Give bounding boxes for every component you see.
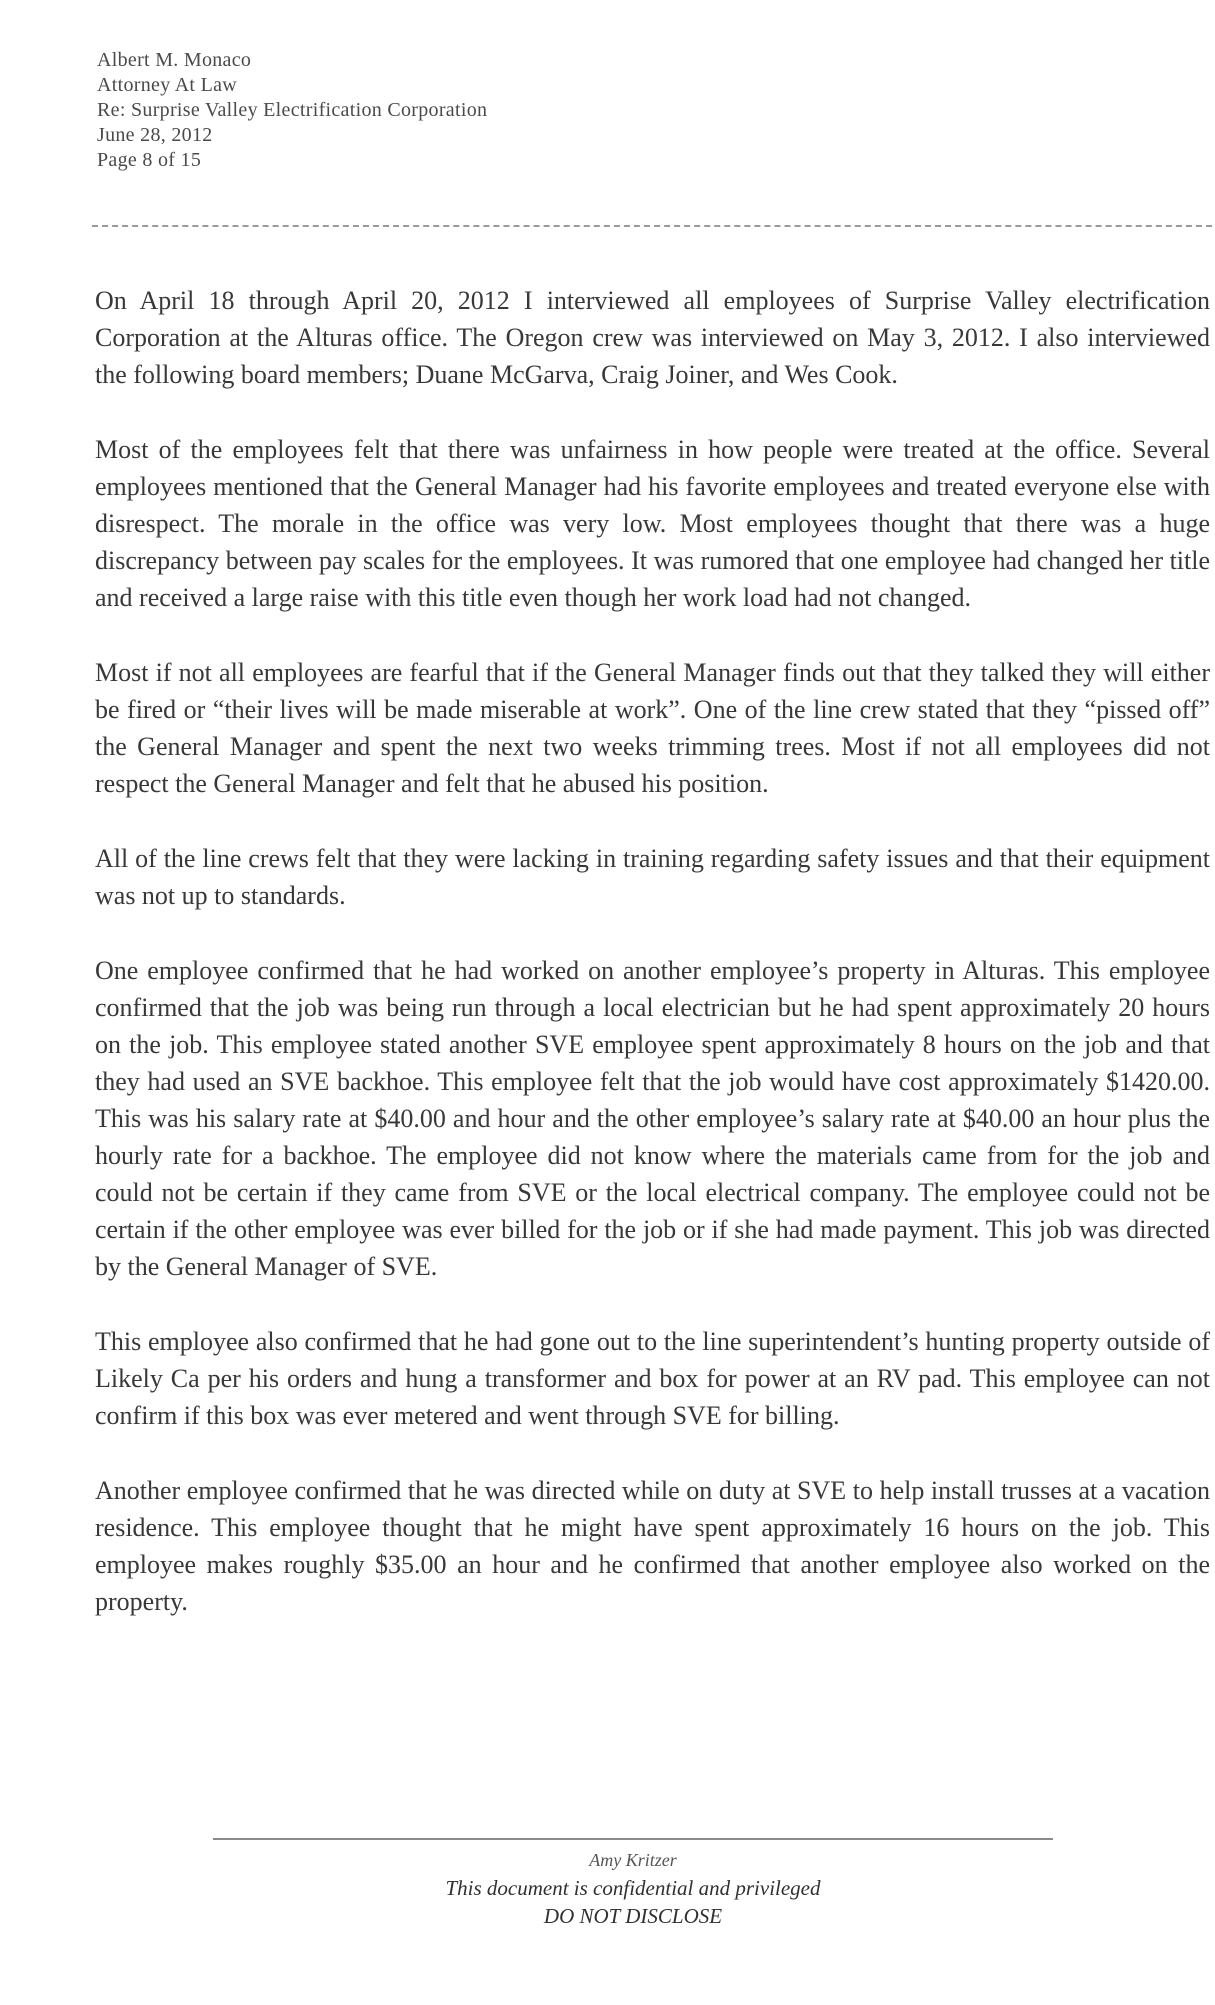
- footer-divider: [213, 1838, 1053, 1840]
- letterhead-subject: Re: Surprise Valley Electrification Corporation: [97, 99, 488, 121]
- footer-do-not-disclose: DO NOT DISCLOSE: [543, 1904, 723, 1928]
- letterhead: [97, 48, 487, 173]
- footer-confidential-notice: This document is confidential and privileged: [445, 1876, 821, 1900]
- paragraph-interviews: On April 18 through April 20, 2012 I interviewed all employees of Surprise Valley electrification Corporation at the Alturas office. The Oregon crew was interviewed on May 3, 2012. I also interviewed the following board members; Duane McGarva, Craig Joiner, and Wes Cook.: [95, 286, 1210, 389]
- paragraph-hunting-property: This employee also confirmed that he had gone out to the line superintendent’s hunting property outside of Likely Ca per his orders and hung a transformer and box for power at an RV pad. This employee can not confirm if this box was ever metered and went through SVE for billing.: [95, 1327, 1210, 1430]
- footer: [213, 1846, 1053, 1930]
- paragraph-trusses: Another employee confirmed that he was directed while on duty at SVE to help install trusses at a vacation residence. This employee thought that he might have spent approximately 16 hours on the job. This employee makes roughly $35.00 an hour and he confirmed that another employee also worked on the property.: [95, 1476, 1210, 1616]
- paragraph-unfairness: Most of the employees felt that there was unfairness in how people were treated at the office. Several employees mentioned that the General Manager had his favorite employees and treated everyone else with disrespect. The morale in the office was very low. Most employees thought that there was a huge discrepancy between pay scales for the employees. It was rumored that one employee had changed her title and received a large raise with this title even though her work load had not changed.: [95, 435, 1210, 612]
- footer-author: Amy Kritzer: [589, 1850, 677, 1870]
- letterhead-page-number: Page 8 of 15: [97, 149, 202, 171]
- paragraph-fear: Most if not all employees are fearful that if the General Manager finds out that they talked they will either be fired or “their lives will be made miserable at work”. One of the line crew stated that they “pissed off” the General Manager and spent the next two weeks trimming trees. Most if not all employees did not respect the General Manager and felt that he abused his position.: [95, 658, 1210, 798]
- letterhead-title: Attorney At Law: [97, 74, 238, 96]
- paragraph-training: All of the line crews felt that they were lacking in training regarding safety issues and that their equipment was not up to standards.: [95, 844, 1210, 910]
- paragraph-property-work: One employee confirmed that he had worked on another employee’s property in Alturas. This employee confirmed that the job was being run through a local electrician but he had spent approximately 20 hours on the job. This employee stated another SVE employee spent approximately 8 hours on the job and that they had used an SVE backhoe. This employee felt that the job would have cost approximately $1420.00. This was his salary rate at $40.00 and hour and the other employee’s salary rate at $40.00 an hour plus the hourly rate for a backhoe. The employee did not know where the materials came from for the job and could not be certain if they came from SVE or the local electrical company. The employee could not be certain if the other employee was ever billed for the job or if she had made payment. This job was directed by the General Manager of SVE.: [95, 956, 1210, 1281]
- letterhead-date: June 28, 2012: [97, 124, 213, 146]
- document-body: [95, 282, 1210, 1658]
- header-divider: [92, 225, 1212, 227]
- letterhead-name: Albert M. Monaco: [97, 49, 252, 71]
